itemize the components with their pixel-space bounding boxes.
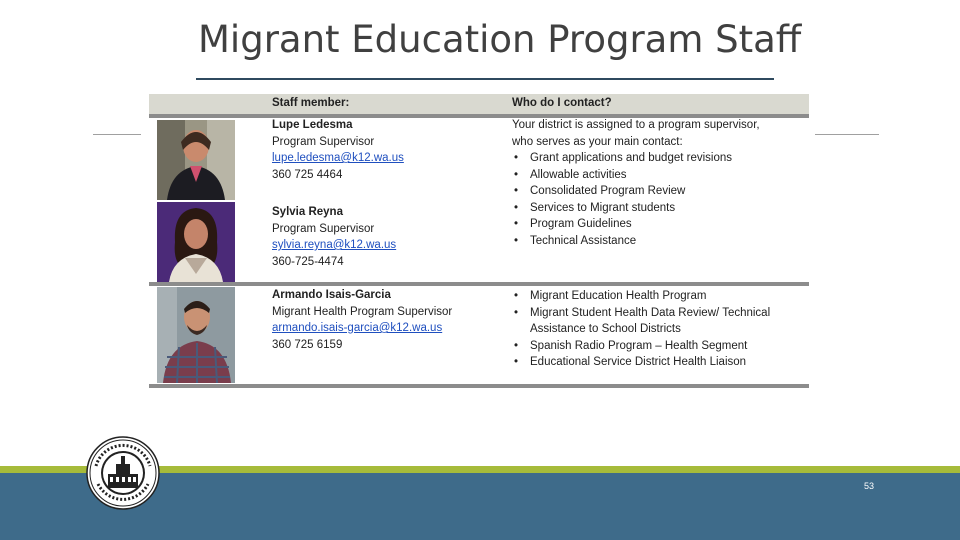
contact-list-item: • Spanish Radio Program – Health Segment — [512, 338, 770, 355]
staff-name: Lupe Ledesma — [272, 119, 353, 131]
contact-list-item: • Services to Migrant students — [512, 200, 760, 217]
staff-name: Armando Isais-Garcia — [272, 289, 391, 301]
staff-name: Sylvia Reyna — [272, 206, 343, 218]
photo-sylvia-reyna — [157, 202, 235, 282]
table-header — [149, 94, 809, 114]
header-staff-member: Staff member: — [272, 97, 350, 109]
header-who-to-contact: Who do I contact? — [512, 97, 612, 109]
ospi-seal-logo — [86, 436, 160, 510]
contact-intro-line: who serves as your main contact: — [512, 135, 683, 148]
contact-list-item: • Program Guidelines — [512, 216, 760, 233]
photo-armando-isais-garcia — [157, 287, 235, 383]
staff-card-sylvia-reyna — [272, 204, 396, 270]
staff-table — [149, 94, 809, 388]
contact-list-health — [512, 288, 770, 371]
table-bottom-border — [149, 384, 809, 388]
contact-list-item-continued: Assistance to School Districts — [530, 323, 681, 335]
staff-email-link[interactable]: lupe.ledesma@k12.wa.us — [272, 152, 404, 164]
right-divider — [815, 134, 879, 135]
contact-list-item: • Consolidated Program Review — [512, 183, 760, 200]
staff-card-lupe-ledesma — [272, 117, 404, 183]
staff-role: Program Supervisor — [272, 135, 375, 148]
left-divider — [93, 134, 141, 135]
staff-email-link[interactable]: armando.isais-garcia@k12.wa.us — [272, 322, 443, 334]
staff-role: Migrant Health Program Supervisor — [272, 305, 453, 318]
contact-list-supervisors — [512, 117, 760, 249]
contact-list-item: • Allowable activities — [512, 167, 760, 184]
contact-list-item: • Technical Assistance — [512, 233, 760, 250]
staff-phone: 360-725-4474 — [272, 255, 344, 268]
contact-list-item: • Migrant Education Health Program — [512, 288, 770, 305]
contact-list-item: • Migrant Student Health Data Review/ Technical — [512, 305, 770, 322]
staff-card-armando-isais-garcia — [272, 287, 452, 353]
staff-phone: 360 725 4464 — [272, 168, 343, 181]
staff-phone: 360 725 6159 — [272, 338, 343, 351]
contact-list-item: • Educational Service District Health Liaison — [512, 354, 770, 371]
slide-title: Migrant Education Program Staff — [198, 18, 802, 61]
contact-intro-line: Your district is assigned to a program supervisor, — [512, 119, 760, 131]
photo-lupe-ledesma — [157, 120, 235, 200]
staff-email-link[interactable]: sylvia.reyna@k12.wa.us — [272, 239, 397, 251]
contact-list-item: • Grant applications and budget revisions — [512, 150, 760, 167]
page-number: 53 — [864, 481, 875, 491]
title-underline — [196, 78, 774, 80]
staff-role: Program Supervisor — [272, 222, 375, 235]
table-row-separator — [149, 282, 809, 286]
